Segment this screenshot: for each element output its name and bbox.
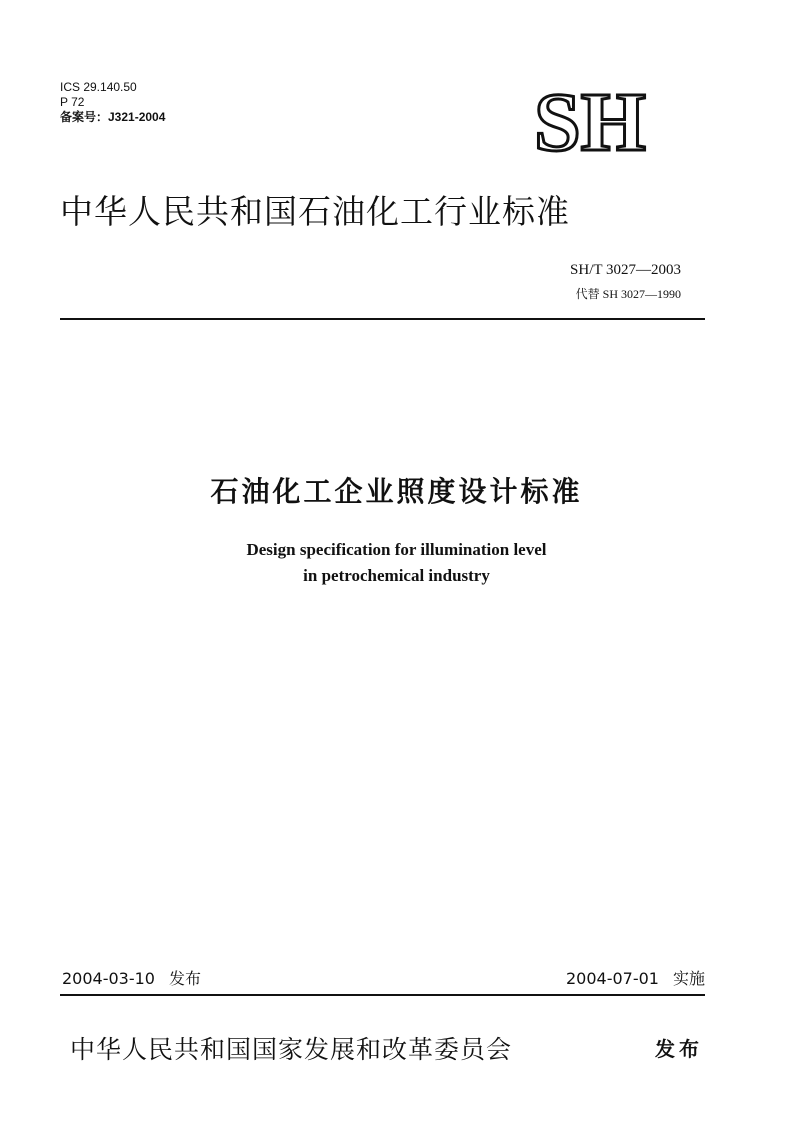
implement-date-block xyxy=(566,966,705,989)
issuer-name: 中华人民共和国国家发展和改革委员会 xyxy=(70,1035,513,1064)
issuer-action: 发布 xyxy=(655,1037,703,1061)
implement-label: 实施 xyxy=(672,969,705,988)
english-title-line-1: Design specification for illumination level xyxy=(246,540,547,559)
top-divider xyxy=(60,318,705,320)
replaces-standard: 代替 SH 3027—1990 xyxy=(575,287,681,301)
issue-date: 2004-03-10 xyxy=(62,969,155,988)
sh-logo xyxy=(508,78,673,158)
bottom-divider xyxy=(60,994,705,996)
issue-label: 发布 xyxy=(168,969,201,988)
meta-block xyxy=(60,80,165,125)
record-number: 备案号：J321-2004 xyxy=(60,110,166,124)
standard-number: SH/T 3027—2003 xyxy=(570,262,681,278)
ics-code: ICS 29.140.50 xyxy=(60,80,137,94)
organization-title: 中华人民共和国石油化工行业标准 xyxy=(60,192,570,231)
document-title-english xyxy=(0,537,793,589)
english-title-line-2: in petrochemical industry xyxy=(303,566,490,585)
issue-date-block xyxy=(62,966,201,989)
sh-logo-text: SH xyxy=(533,78,647,158)
document-title-chinese: 石油化工企业照度设计标准 xyxy=(210,475,583,508)
implement-date: 2004-07-01 xyxy=(566,969,659,988)
class-code: P 72 xyxy=(60,95,85,109)
